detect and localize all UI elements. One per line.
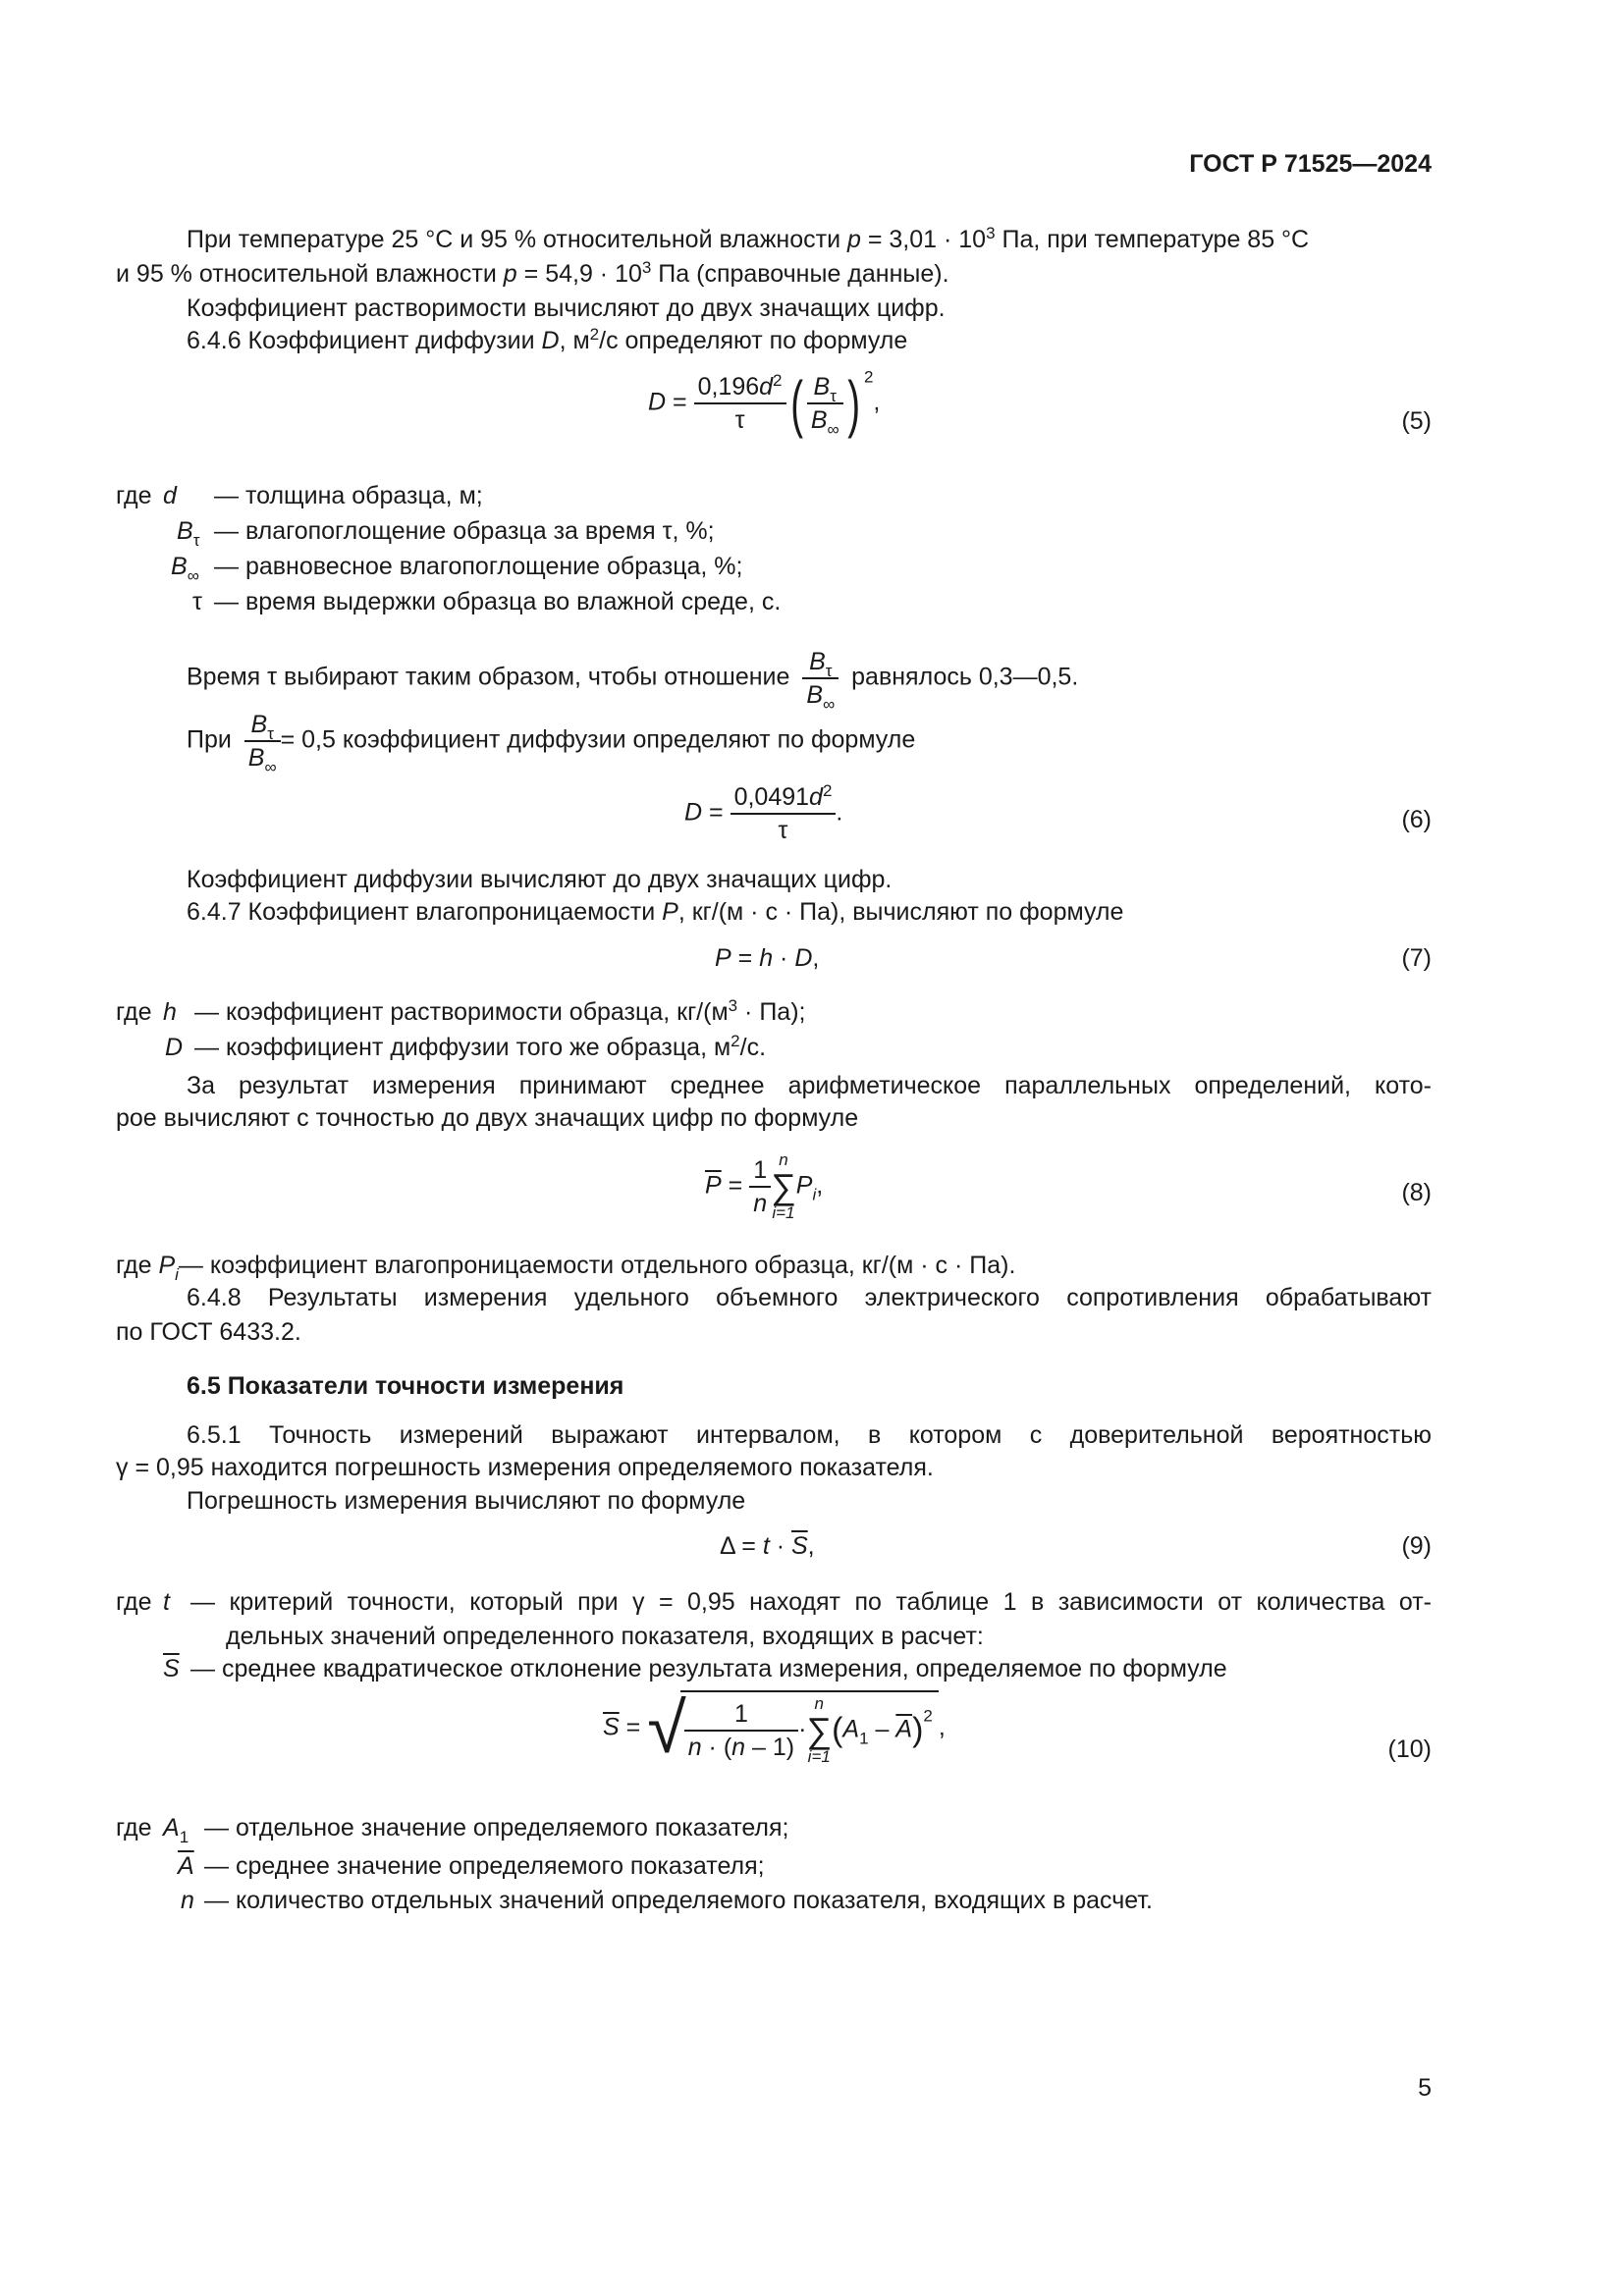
formula-6: D = $\frac{0,0491d^2}{\tau}$ . [684, 781, 843, 844]
where9-prefix: где [116, 1588, 152, 1616]
section-6-4-8-line2: по ГОСТ 6433.2. [116, 1318, 301, 1346]
formula-10-sum: n ∑ i=1 [806, 1694, 833, 1766]
formula-7: P = h · D, [715, 944, 820, 972]
formula-5: D = $\frac{0,196d^2}{\tau}$ ( $\frac{B_\tau}{B_\infty}$ ) $^2$, [648, 367, 881, 439]
document-code: ГОСТ Р 71525—2024 [1189, 150, 1432, 178]
section-6-4-6: 6.4.6 Коэффициент диффузии D, $м^2/с$ определяют по формуле [187, 325, 908, 354]
where5-sym-d: d [163, 482, 177, 509]
where10-sym-n: n [181, 1887, 194, 1914]
where5-sym-binf: $B_\infty$ [171, 553, 199, 585]
time-ratio-fraction: $\frac{B_\tau}{B_\infty}$ [802, 646, 839, 711]
formula-10-sqrt: √ $\frac{1}{n \cdot (n - 1)}$ · n ∑ i=1 $(A_1 - \overline{A})^2$ [647, 1690, 939, 1767]
section-6-4-7: 6.4.7 Коэффициент влагопроницаемости P, кг/(м · с · Па), вычисляют по формуле [187, 898, 1124, 926]
section-6-4-8-line1: 6.4.8 Результаты измерения удельного объемного электрического сопротивления обрабатывают [187, 1284, 1432, 1311]
where9-sym-t: t [163, 1588, 170, 1616]
humidity-para-line1: При температуре 25 °С и 95 % относительной влажности $p = 3,01 \cdot 10^3$ Па, при температуре 85 °С [187, 224, 1310, 253]
when-ratio-para: При $\frac{B_\tau}{B_\infty}$ = 0,5 коэффициент диффузии определяют по формуле [187, 711, 916, 776]
where9-desc-t-line1: — критерий точности, который при γ = 0,95 находят по таблице 1 в зависимости от количества от- [190, 1588, 1432, 1616]
where10-sym-a1: $A_1$ [163, 1814, 189, 1846]
where7-desc-d: — коэффициент диффузии того же образца, $м^2/с$. [194, 1032, 767, 1061]
where9-sym-s: $\overline{S}$ [163, 1655, 180, 1682]
time-ratio-para: Время τ выбирают таким образом, чтобы отношение $\frac{B_\tau}{B_\infty}$ равнялось 0,3—0,5. [187, 648, 1079, 714]
result-para-line1: За результат измерения принимают среднее арифметическое параллельных определений, кото- [187, 1072, 1432, 1099]
where5-prefix: где [116, 482, 152, 509]
error-para: Погрешность измерения вычисляют по формуле [187, 1487, 746, 1515]
formula-7-number: (7) [1401, 944, 1432, 972]
where7-sym-d: D [165, 1034, 184, 1061]
page-number: 5 [1418, 2074, 1432, 2102]
where7-prefix: где [116, 998, 152, 1026]
where7-sym-h: h [163, 998, 177, 1026]
formula-10: $\overline{S}$ = √ $\frac{1}{n \cdot (n - 1)}$ · n ∑ i=1 $(A_1 - \overline{A})^2$ , [603, 1689, 946, 1768]
where7-desc-h: — коэффициент растворимости образца, $кг/(м^3 \cdot Па)$; [194, 996, 806, 1026]
where5-sym-tau: τ [192, 588, 202, 615]
where9-desc-t-line2: дельных значений определенного показателя, входящих в расчет: [226, 1623, 984, 1650]
formula-6-fraction: $\frac{0,0491d^2}{\tau}$ [731, 781, 837, 846]
formula-5-number: (5) [1401, 407, 1432, 435]
formula-6-number: (6) [1401, 806, 1432, 833]
formula-9-number: (9) [1401, 1532, 1432, 1560]
formula-8-number: (8) [1401, 1179, 1432, 1206]
section-6-5-1-line1: 6.5.1 Точность измерений выражают интервалом, в котором с доверительной вероятностью [187, 1421, 1432, 1449]
where10-prefix: где [116, 1814, 152, 1842]
where10-sym-abar: $\overline{A}$ [178, 1852, 194, 1880]
humidity-para-line2: и 95 % относительной влажности $p = 54,9 \cdot 10^3$ Па (справочные данные). [116, 258, 949, 288]
where10-desc-abar: — среднее значение определяемого показателя; [204, 1852, 765, 1880]
where5-desc-binf: — равновесное влагопоглощение образца, %; [214, 553, 743, 580]
formula-8: $\overline{P}$ = $\frac{1}{n}$ n ∑ i=1 $P_i$, [705, 1150, 824, 1222]
diffusion-calc-para: Коэффициент диффузии вычисляют до двух значащих цифр. [187, 866, 893, 893]
where5-desc-btau: — влагопоглощение образца за время τ, %; [214, 517, 715, 545]
formula-10-fraction: $\frac{1}{n \cdot (n - 1)}$ [684, 1698, 798, 1763]
where9-desc-s: — среднее квадратическое отклонение результата измерения, определяемое по формуле [190, 1655, 1227, 1682]
formula-8-fraction: $\frac{1}{n}$ [749, 1154, 771, 1219]
result-para-line2: рое вычисляют с точностью до двух значащих цифр по формуле [116, 1104, 859, 1132]
formula-5-ratio: $\frac{B_\tau}{B_\infty}$ [807, 371, 843, 436]
formula-5-fraction: $\frac{0,196d^2}{\tau}$ [694, 371, 786, 436]
formula-9: $\Delta = t \cdot \overline{S}$, [720, 1532, 815, 1560]
when-ratio-fraction: $\frac{B_\tau}{B_\infty}$ [244, 709, 281, 774]
section-6-5-heading: 6.5 Показатели точности измерения [187, 1372, 624, 1400]
where5-sym-btau: $B_\tau$ [177, 517, 200, 550]
where5-desc-d: — толщина образца, м; [214, 482, 483, 509]
solubility-calc-para: Коэффициент растворимости вычисляют до двух значащих цифр. [187, 294, 946, 322]
section-6-5-1-line2: γ = 0,95 находится погрешность измерения определяемого показателя. [116, 1454, 934, 1481]
where10-desc-n: — количество отдельных значений определяемого показателя, входящих в расчет. [204, 1887, 1153, 1914]
formula-10-number: (10) [1387, 1735, 1432, 1763]
where8-line: где $P_i—$ коэффициент влагопроницаемости отдельного образца, кг/(м · с · Па). [116, 1252, 1016, 1284]
formula-8-sum: n ∑ i=1 [771, 1150, 796, 1222]
where10-desc-a1: — отдельное значение определяемого показателя; [204, 1814, 789, 1842]
where5-desc-tau: — время выдержки образца во влажной среде, с. [214, 588, 782, 615]
